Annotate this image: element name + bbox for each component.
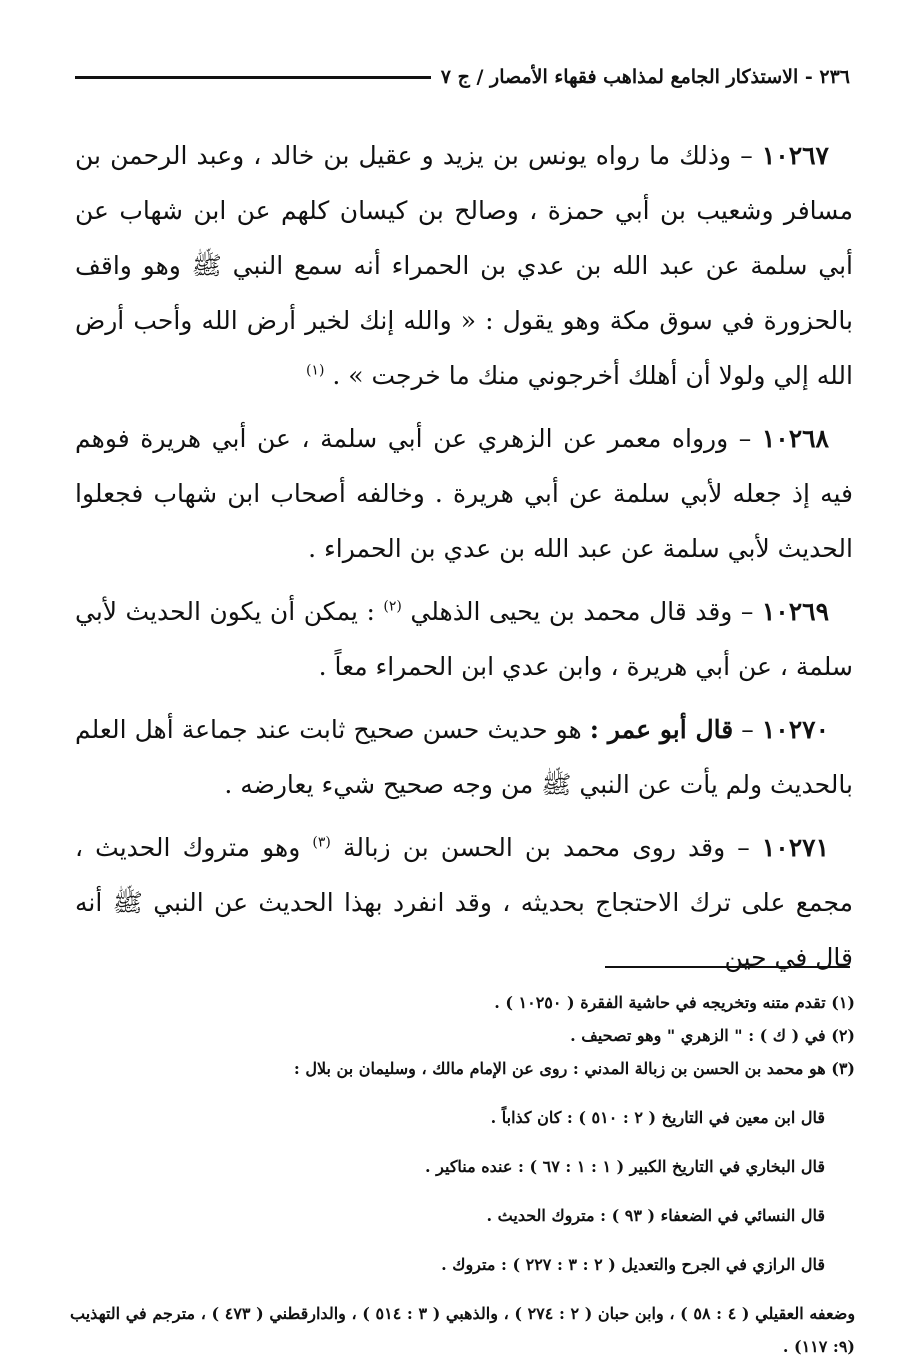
paragraph-lead: قال أبو عمر : bbox=[589, 715, 734, 744]
paragraph-text: وقد قال محمد بن يحيى الذهلي bbox=[410, 597, 733, 626]
footnote-3: (٣) هو محمد بن الحسن بن زبالة المدني : روى عن الإمام مالك ، وسليمان بن بلال : bbox=[293, 1059, 855, 1078]
paragraph-text-continued: وهو متروك الحديث ، مجمع على ترك الاحتجاج بحديثه ، وقد انفرد بهذا الحديث عن النبي ﷺ أنه قال في حين bbox=[75, 833, 853, 972]
running-header-title: ٢٣٦ - الاستذكار الجامع لمذاهب فقهاء الأمصار / ج ٧ bbox=[440, 66, 850, 88]
paragraph-text: هو حديث حسن صحيح ثابت عند جماعة أهل العلم بالحديث ولم يأت عن النبي ﷺ من وجه صحيح شيء يعارضه . bbox=[75, 715, 853, 799]
paragraph-number: ١٠٢٦٨ bbox=[761, 424, 829, 453]
footnote-marker[interactable]: (٣) bbox=[312, 834, 331, 851]
footnote-3-line: قال البخاري في التاريخ الكبير ( ١ : ١ : ٦٧ ) : عنده مناكير . bbox=[425, 1157, 825, 1176]
main-text bbox=[75, 128, 853, 993]
paragraph-number: ١٠٢٧٠ bbox=[761, 715, 830, 744]
paragraph-10270: ١٠٢٧٠ – قال أبو عمر : هو حديث حسن صحيح ثابت عند جماعة أهل العلم بالحديث ولم يأت عن النبي ﷺ من وجه صحيح شيء يعارضه . bbox=[75, 715, 853, 799]
footnote-2: (٢) في ( ك ) : " الزهري " وهو تصحيف . bbox=[570, 1026, 855, 1045]
paragraph-text: وقد روى محمد بن الحسن بن زبالة bbox=[342, 833, 726, 862]
paragraph-number: ١٠٢٧١ bbox=[761, 833, 830, 862]
paragraph-number: ١٠٢٦٩ bbox=[761, 597, 830, 626]
footnote-3-line: قال ابن معين في التاريخ ( ٢ : ٥١٠ ) : كان كذاباً . bbox=[490, 1108, 825, 1127]
footnote-3-line: قال الرازي في الجرح والتعديل ( ٢ : ٣ : ٢٢٧ ) : متروك . bbox=[441, 1255, 825, 1274]
paragraph-10269: ١٠٢٦٩ – وقد قال محمد بن يحيى الذهلي $^{(٢)}$ : يمكن أن يكون الحديث لأبي سلمة ، عن أبي هريرة ، وابن عدي ابن الحمراء معاً . bbox=[75, 597, 853, 681]
footnote-separator bbox=[605, 966, 850, 968]
footnote-marker[interactable]: (١) bbox=[305, 362, 325, 379]
header-rule bbox=[75, 76, 431, 79]
running-header bbox=[75, 60, 850, 94]
paragraph-text: وذلك ما رواه يونس بن يزيد و عقيل بن خالد ، وعبد الرحمن بن مسافر وشعيب بن أبي حمزة ، وصالح بن كيسان كلهم عن ابن شهاب عن أبي سلمة عن عبد الله بن عدي بن الحمراء أنه سمع النبي ﷺ وهو واقف بالحزورة في سوق مكة وهو يقول : « والله إنك لخير أرض الله وأحب أرض الله إلي ولولا أن أهلك أخرجوني منك ما خرجت » . bbox=[75, 141, 853, 390]
paragraph-10271: ١٠٢٧١ – وقد روى محمد بن الحسن بن زبالة $^{(٣)}$ وهو متروك الحديث ، مجمع على ترك الاحتجاج بحديثه ، وقد انفرد بهذا الحديث عن النبي ﷺ أنه قال في حين bbox=[75, 833, 853, 972]
footnote-3-line: وضعفه العقيلي ( ٤ : ٥٨ ) ، وابن حبان ( ٢ : ٢٧٤ ) ، والذهبي ( ٣ : ٥١٤ ) ، والدارقطني ( ٤٧٣ ) ، مترجم في التهذيب (٩: ١١٧) . bbox=[70, 1304, 856, 1356]
paragraph-10268: ١٠٢٦٨ – ورواه معمر عن الزهري عن أبي سلمة ، عن أبي هريرة فوهم فيه إذ جعله لأبي سلمة عن أبي هريرة . وخالفه أصحاب ابن شهاب فجعلوا الحديث لأبي سلمة عن عبد الله بن عدي بن الحمراء . bbox=[75, 424, 853, 563]
footnote-1: (١) تقدم متنه وتخريجه في حاشية الفقرة ( ١٠٢٥٠ ) . bbox=[494, 993, 855, 1012]
paragraph-10267: ١٠٢٦٧ – وذلك ما رواه يونس بن يزيد و عقيل بن خالد ، وعبد الرحمن بن مسافر وشعيب بن أبي حمزة ، وصالح بن كيسان كلهم عن ابن شهاب عن أبي سلمة عن عبد الله بن عدي بن الحمراء أنه سمع النبي ﷺ وهو واقف بالحزورة في سوق مكة وهو يقول : « والله إنك لخير أرض الله وأحب أرض الله إلي ولولا أن أهلك أخرجوني منك ما خرجت » . $^{(١)}$ bbox=[75, 141, 853, 390]
footnote-3-line: قال النسائي في الضعفاء ( ٩٣ ) : متروك الحديث . bbox=[486, 1206, 825, 1225]
paragraph-text: ورواه معمر عن الزهري عن أبي سلمة ، عن أبي هريرة فوهم فيه إذ جعله لأبي سلمة عن أبي هريرة . وخالفه أصحاب ابن شهاب فجعلوا الحديث لأبي سلمة عن عبد الله بن عدي بن الحمراء . bbox=[75, 424, 853, 563]
footnotes bbox=[70, 986, 855, 1363]
paragraph-text-continued: : يمكن أن يكون الحديث لأبي سلمة ، عن أبي هريرة ، وابن عدي ابن الحمراء معاً . bbox=[75, 597, 853, 681]
paragraph-number: ١٠٢٦٧ bbox=[761, 141, 829, 170]
footnote-marker[interactable]: (٢) bbox=[383, 598, 402, 615]
